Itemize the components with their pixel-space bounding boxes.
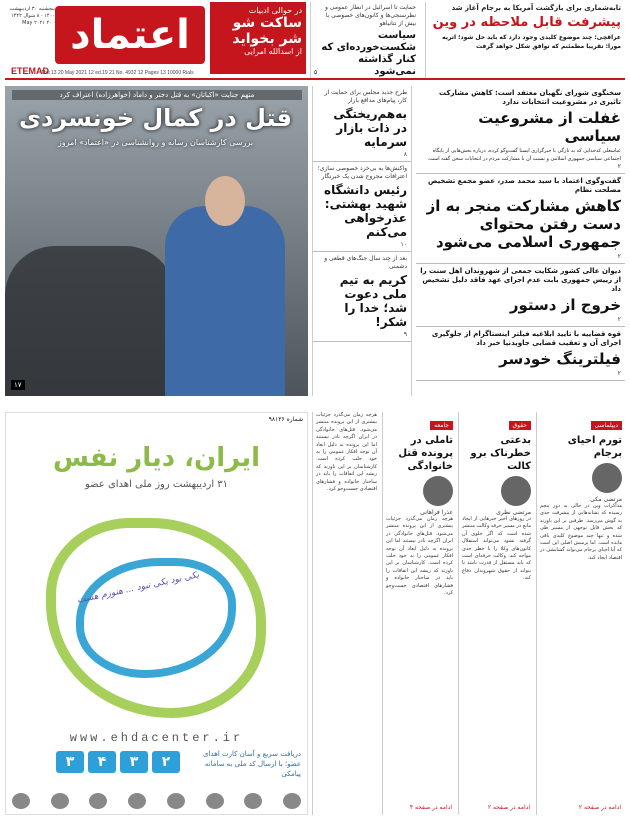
photo-suspect-head: [205, 176, 245, 226]
column-society[interactable]: [382, 412, 456, 815]
mid-story-headline[interactable]: به‌هم‌ریختگی در ذات بازار سرمایه: [333, 107, 407, 149]
right-column: [416, 86, 625, 396]
right-story-kicker: گفت‌وگوی اعتماد با سید محمد صدر، عضو مجمع تشخیص مصلحت نظام: [428, 177, 621, 194]
sponsor-logo-icon: [51, 793, 69, 809]
sponsor-logo-icon: [283, 793, 301, 809]
author-name: مرتضی نظری: [496, 509, 531, 516]
section-tag: دیپلماسی: [591, 421, 622, 430]
sponsor-logos: [12, 793, 301, 811]
ad-title: ایران، دیار نفس: [53, 443, 260, 473]
photo-crowd: [5, 246, 175, 396]
continued-link[interactable]: ادامه در صفحه ۲: [487, 804, 530, 811]
right-story-page: ۲: [617, 316, 621, 323]
mid-story-page: ۸: [403, 151, 407, 158]
continued-link[interactable]: ادامه در صفحه ۲: [578, 804, 621, 811]
iran-map-inner-icon: [76, 558, 236, 678]
right-story-body: عباسعلی کدخدایی که به تازگی با خبرگزاری ایسنا گفت‌وگو کرده، درباره بخش‌هایی از پایگاه اجتماعی سیاسی جمهوری اسلامی و نسبت آن با مشارکت مردم در انتخابات سخن گفته است.: [427, 148, 621, 162]
column-headline[interactable]: بدعتی خطرناک برو کالت: [470, 435, 531, 472]
column-text: هرچه زمان می‌گذرد جزئیات بیشتری از این پرونده منتشر می‌شود. قتل‌های خانوادگی در ایران اگرچه نادر نیستند اما این پرونده به دلیل ابعاد آن توجه افکار عمومی را به خود جلب کرده است. کارشناسان بر این باورند که ریشه این اتفاقات را باید در ساختار خانواده و فشارهای اقتصادی جست‌وجو کرد.: [316, 412, 377, 493]
column-diplomacy[interactable]: [536, 412, 625, 815]
top-right-headline[interactable]: پیشرفت قابل ملاحظه در وین: [432, 15, 621, 30]
masthead: [5, 2, 625, 80]
right-story[interactable]: [416, 327, 625, 381]
middle-column: [312, 86, 412, 396]
right-story-kicker: دیوان عالی کشور شکایت جمعی از شهروندان اهل سنت را از رییس جمهوری بابت عدم اجرای عهد فاقد دلیل تشخیص داد: [420, 267, 621, 293]
mid-story-kicker: واکنش‌ها به بی‌خرد خصوصی سازی؛ اعترافات مجروح شدن یک خبرنگار: [317, 165, 407, 180]
top-mid-page: ۵: [314, 69, 318, 76]
author-name: عذرا فراهانی: [420, 509, 453, 516]
mid-story-headline[interactable]: رئیس دانشگاه شهید بهشتی: عذرخواهی می‌کنم: [323, 183, 407, 239]
section-tag: حقوق: [509, 421, 532, 430]
mid-story[interactable]: [313, 252, 411, 342]
photo-suspect: [165, 206, 285, 396]
ad-subtitle: ۳۱ اردیبهشت روز ملی اهدای عضو: [84, 479, 229, 490]
ad-url[interactable]: www.ehdacenter.ir: [69, 731, 244, 745]
photo-page-number: ۱۷: [11, 380, 25, 390]
column-text: در روزهای اخیر خبرهایی از ایجاد مانع در مسیر حرفه وکالت منتشر شده است که اگر جلوی آن گرفته نشود می‌تواند استقلال کانون‌های وکلا را با خطر جدی مواجه کند. وکالت حرفه‌ای است که باید مستقل از قدرت باشد تا بتواند از حقوق شهروندان دفاع کند.: [462, 516, 531, 582]
right-story[interactable]: [416, 174, 625, 264]
ad-map-caption: یکی بود یکی نبود ... هنوزم هست: [76, 570, 201, 606]
top-right-kicker: تابه‌شماری برای بازگشت آمریکا به برجام آغاز شد: [451, 4, 621, 12]
right-story-kicker: سخنگوی شورای نگهبان معتقد است: کاهش مشارکت تاثیری در مشروعیت انتخابات ندارد: [439, 89, 621, 106]
logo-latin: ETEMAD: [11, 66, 49, 76]
right-story-kicker: قوه قضاییه با تایید ابلاغیه فیلتر اینستاگرام از جلوگیری اجرای آن و تعقیب قضایی جاویدنیا خبر داد: [431, 330, 621, 347]
newspaper-logo[interactable]: اعتماد: [55, 6, 205, 64]
sms-digit: ۲: [152, 751, 180, 773]
organ-donation-ad[interactable]: [5, 412, 308, 815]
sms-digit: ۳: [120, 751, 148, 773]
mid-story-kicker: طرح جدید مجلس برای حمایت از کار، پیام‌های مدافع بازار: [324, 89, 407, 104]
author-avatar: [423, 476, 453, 506]
mid-story-headline[interactable]: کریم به تیم ملی دعوت شد؛ خدا را شکر!: [339, 273, 407, 329]
right-story-headline[interactable]: فیلترینگ خودسر: [499, 350, 621, 368]
right-story-headline[interactable]: غفلت از مشروعیت سیاسی: [478, 109, 621, 145]
column-headline[interactable]: تورم احیای برجام: [567, 435, 622, 459]
section-tag: جامعه: [430, 421, 453, 430]
sms-number: [56, 751, 180, 773]
promo-box[interactable]: [210, 2, 306, 74]
mid-story-kicker: بعد از چند سال جنگ‌های قطعی و دشمنی: [324, 255, 407, 270]
right-story-page: ۲: [617, 253, 621, 260]
sms-digit: ۳: [56, 751, 84, 773]
top-mid-headline[interactable]: سیاست شکست‌خورده‌ای که کنار گذاشته نمی‌شود: [321, 30, 416, 77]
author-name: مرتضی مکی: [590, 496, 622, 503]
photo-kicker: متهم جنایت «اکباتان» به قتل دختر و داماد (خواهرزاده) اعتراف کرد: [12, 90, 302, 100]
iran-map-icon: [46, 518, 266, 718]
issue-info: Thu 13 20 May 2021 12 ed.19 21 No. 4932 12 Pages 13 10000 Rials: [41, 70, 194, 76]
mid-story-page: ۹: [403, 331, 407, 338]
continued-link[interactable]: ادامه در صفحه ۴: [409, 804, 452, 811]
right-story-page: ۲: [617, 163, 621, 170]
photo-subheadline: بررسی کارشناسان رسانه و روانشناسی در «اعتماد» امروز: [57, 138, 254, 147]
main-photo-story[interactable]: [5, 86, 308, 396]
top-mid-kicker: حمایت تا اسرائیل در انظار عمومی و نظرسنجی‌ها و کانون‌های خصوصی با بیش از نتانیاهو: [324, 4, 416, 27]
column-headline[interactable]: تاملی در پرونده قتل خانوادگی: [398, 435, 453, 472]
sponsor-logo-icon: [244, 793, 262, 809]
mid-story[interactable]: [313, 162, 411, 252]
ad-cta: دریافت سریع و آسان کارت اهدای عضو؛ با ارسال کد ملی به سامانه پیامکی: [203, 750, 301, 778]
column-text: هرچه زمان می‌گذرد جزئیات بیشتری از این پرونده منتشر می‌شود. قتل‌های خانوادگی در ایران اگرچه نادر نیستند اما این پرونده به دلیل ابعاد آن توجه افکار عمومی را به خود جلب کرده است. کارشناسان بر این باورند که ریشه این اتفاقات را باید در ساختار خانواده و فشارهای اقتصادی جست‌وجو کرد.: [386, 516, 453, 597]
mid-story[interactable]: [313, 86, 411, 162]
column-text: مذاکرات وین در حالی به دور پنجم رسیده که نشانه‌هایی از پیشرفت جدی به گوش می‌رسد. طرفین بر این باورند که بخش قابل توجهی از مسیر طی شده و تنها چند موضوع کلیدی باقی مانده است. اما پرسش اصلی این است که آیا احیای برجام می‌تواند گشایشی در اقتصاد ایجاد کند.: [540, 503, 622, 561]
sms-digit: ۴: [88, 751, 116, 773]
top-right-body: عراقچی: چند موضوع کلیدی وجود دارد که باید حل شود؛ اتریه مورا: تقریبا مطمئنم که توافق شکل خواهد گرفت: [442, 34, 621, 50]
promo-kicker: در حوالی ادبیات: [248, 6, 302, 15]
top-mid-story[interactable]: [310, 2, 420, 78]
sponsor-logo-icon: [12, 793, 30, 809]
sponsor-logo-icon: [128, 793, 146, 809]
column-society-continued: [312, 412, 380, 815]
ad-number: شماره ۹۸۱۳۶: [268, 416, 303, 423]
sponsor-logo-icon: [89, 793, 107, 809]
issue-date: پنجشنبه ۳۰ اردیبهشت ۱۴۰۰ · ۸ شوال ۱۴۴۲ · ۲۰ May ۲۰۲۱: [9, 6, 55, 26]
right-story-headline[interactable]: خروج از دستور: [509, 296, 621, 314]
sponsor-logo-icon: [167, 793, 185, 809]
promo-headline[interactable]: ساکت شو شر بخواید: [232, 15, 302, 47]
right-story[interactable]: [416, 86, 625, 174]
column-law[interactable]: [458, 412, 534, 815]
promo-sub: از اسدالله امرایی: [244, 47, 302, 56]
right-story[interactable]: [416, 264, 625, 327]
sponsor-logo-icon: [206, 793, 224, 809]
right-story-headline[interactable]: کاهش مشارکت منجر به از دست رفتن محتوای جمهوری اسلامی می‌شود: [426, 197, 621, 251]
photo-headline[interactable]: قتل در کمال خونسردی: [18, 104, 293, 132]
author-avatar: [592, 463, 622, 493]
author-avatar: [501, 476, 531, 506]
right-story-page: ۲: [617, 370, 621, 377]
mid-story-page: ۱۰: [400, 241, 407, 248]
top-right-story[interactable]: [425, 2, 625, 78]
